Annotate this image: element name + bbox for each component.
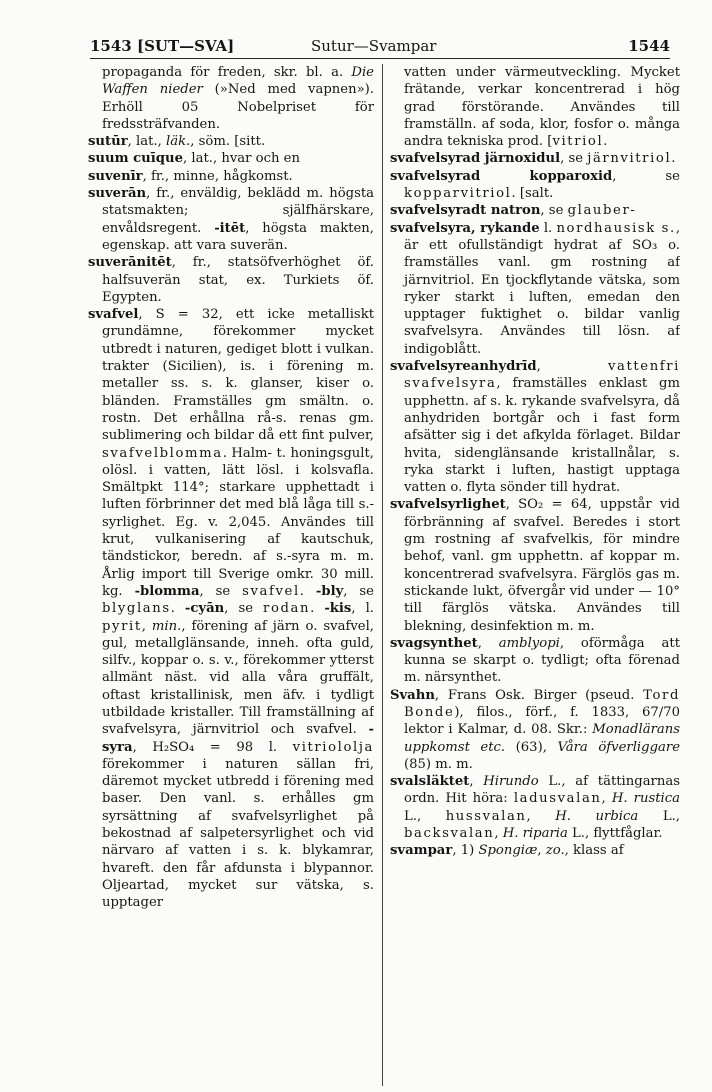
entry-text: , oförmåga att kunna se skarpt o. tydligt; ofta förenad m. närsynthet. (404, 635, 680, 686)
entry-text: , klass af (564, 843, 624, 859)
entry-text: järnvitriol (587, 151, 672, 167)
dictionary-entry (88, 306, 374, 911)
entry-text: pyrit (102, 618, 142, 634)
entry-text: , (494, 826, 503, 842)
headword: -cyān (184, 601, 225, 617)
dictionary-entry (102, 64, 374, 133)
entry-text: , se (199, 583, 243, 599)
entry-text: vatten under värmeutveckling. Mycket frätande, verkar koncentrerad i hög grad förstörande. Användes till framställn. af soda, klor, fosfor o. många andra tekniska prod. [ (404, 65, 680, 150)
headword: svafvelsyra, rykande (390, 220, 540, 236)
entry-text: , S = 32, ett icke metalliskt grundämne, förekommer mycket utbredt i naturen, gediget blott i vulkan. trakter (Sicilien), is. i förening m. metaller ss. s. k. glanser, kiser o. bländen. Framställes gm smältn. o. rostn. Det erhållna rå-s. renas gm. sublimering och bildar då ett fint pulver, (102, 307, 374, 444)
entry-text: H. urbica (555, 808, 639, 824)
entry-text: , se (224, 601, 264, 617)
entry-text: , (141, 618, 152, 634)
entry-text: L., af tättingarnas ordn. Hit höra: (404, 774, 680, 807)
entry-text: H. rustica (611, 791, 680, 807)
entry-text: , 1) (452, 843, 479, 859)
entry-text: H. riparia (502, 826, 568, 842)
headword: svafvelsyrad kopparoxid (390, 168, 613, 184)
headword: suverānitēt (88, 255, 172, 271)
entry-text: , är ett ofullständigt hydrat af SO₃ o. framställes vanl. gm rostning af järnvitriol. En tjockflytande vätska, som ryker starkt i luften, emedan den upptager fuktighet o. bildar vanlig svafvelsyra. Användes till lösn. af indigoblått. (404, 220, 680, 357)
headword: -itēt (214, 220, 246, 236)
entry-text: , SO₂ = 64, uppstår vid förbränning af svafvel. Beredes i stort gm rostning af svafvelkis, för mindre behof, vanl. gm upphettn. af koppar m. koncentrerad svafvelsyra. Färglös gas m. stickande lukt, öfvergår vid under — 10° till färglös vätska. Användes till blekning, desinfektion m. m. (404, 497, 680, 634)
entry-text: . (310, 601, 325, 617)
entry-text: svafvel (242, 583, 300, 599)
entry-text: glauber- (567, 203, 637, 219)
dictionary-entry (390, 842, 680, 859)
headword: svafvelsyradt natron (390, 203, 541, 219)
entry-text: , fr., minne, hågkomst. (142, 168, 293, 184)
entry-text: , framställes enklast gm upphettn. af s. k. rykande svafvelsyra, då anhydriden bortgår och i fast form afsätter sig i det afkylda förlaget. Bildar hvita, sidenglänsande kristallnålar, s. ryka starkt i luften, hastigt upptaga vatten o. flyta sönder till hydrat. (404, 376, 680, 496)
entry-text: . (170, 601, 185, 617)
headword: -kis (324, 601, 352, 617)
left-column (88, 64, 374, 1084)
entry-text: , lat., (127, 134, 166, 150)
entry-text: ), filos., förf., f. 1833, 67/70 lektor i Kalmar, d. 08. Skr.: (404, 704, 680, 738)
dictionary-entry (390, 496, 680, 634)
dictionary-entry (390, 773, 680, 842)
headword: svafvelsyrlighet (390, 497, 506, 513)
headword: -blomma (134, 583, 200, 599)
entry-text: vitriololja (292, 739, 374, 755)
entry-text: , se (540, 203, 568, 219)
entry-text: rodan (263, 601, 311, 617)
entry-text: , högsta makten, egenskap. att vara suverän. (102, 220, 374, 253)
entry-text: hussvalan (445, 808, 527, 824)
entry-text: , l. (351, 601, 374, 617)
entry-text: , (537, 843, 546, 859)
dictionary-entry (390, 635, 680, 687)
header-rule (90, 58, 670, 59)
entry-text: Tord Bonde (404, 687, 680, 720)
entry-text: , fr., enväldig, beklädd m. högsta statsmakten; själfhärskare, envåldsregent. (102, 186, 374, 236)
dictionary-entry (390, 202, 680, 219)
entry-text: , förening af järn o. svafvel, gul, metallglänsande, inneh. ofta guld, silfv., koppar o. s. v., förekommer ytterst allmänt näst. vid alla våra gruffält, oftast kristallinisk, men äfv. i tydligt utbildade kristaller. Till framställning af svafvelsyra, järnvitriol och svafvel. (102, 618, 374, 738)
dictionary-entry (88, 133, 374, 150)
entry-text: blyglans (102, 601, 171, 617)
entry-text: propaganda för freden, skr. bl. a. (102, 65, 352, 80)
right-column (390, 64, 680, 1084)
headword: svafvelsyrad järnoxidul (390, 151, 561, 167)
entry-text: ladusvalan (513, 791, 602, 807)
entry-text: , söm. [sitt. (190, 134, 266, 150)
dictionary-entry (88, 150, 374, 167)
headword: sutūr (88, 134, 128, 150)
running-header (90, 36, 670, 62)
entry-text: , (477, 635, 499, 651)
entry-text: . (603, 134, 608, 150)
entry-text: läk. (165, 134, 191, 150)
entry-text: (63), (505, 739, 558, 755)
left-page-number: 1543 [SUT—SVA] (90, 37, 235, 55)
entry-text: Monadlärans uppkomst etc. (404, 722, 680, 755)
entry-text: backsvalan (404, 826, 495, 842)
header-title: Sutur—Svampar (311, 37, 437, 55)
column-divider (382, 64, 383, 1086)
headword: svafvel (88, 307, 139, 323)
dictionary-entry (88, 185, 374, 254)
headword: suvenīr (88, 168, 143, 184)
entry-text: L., (404, 808, 446, 824)
entry-text: svafvelblomma (102, 445, 223, 461)
entry-text: . (671, 151, 676, 167)
entry-text: , (526, 808, 556, 824)
dictionary-entry (390, 168, 680, 203)
entry-text: vattenfri svafvelsyra (404, 359, 680, 392)
headword: -bly (315, 583, 344, 599)
dictionary-entry (390, 220, 680, 358)
entry-text: , Frans Osk. Birger (pseud. (434, 687, 644, 703)
headword: svampar (390, 843, 453, 859)
entry-text: , (601, 791, 612, 807)
headword: svafvelsyreanhydrīd (390, 359, 537, 375)
dictionary-entry (88, 168, 374, 185)
dictionary-entry (390, 150, 680, 167)
dictionary-entry (88, 254, 374, 306)
entry-text: . Halm- t. honingsgult, olösl. i vatten, lätt lösl. i kolsvafla. Smältpkt 114°; starkare upphettadt i luften förbrinner det med blå låga till s.-syrlighet. Eg. v. 2,045. Användes till krut, vulkanisering af kautschuk, tändstickor, beredn. af s.-syra m. m. Årlig import till Sverige omkr. 30 mill. kg. (102, 445, 374, 599)
entry-text: , lat., hvar och en (182, 151, 300, 167)
entry-text: Våra öfverliggare (557, 739, 680, 755)
entry-text: förekommer i naturen sällan fri, däremot mycket utbredd i förening med baser. Den vanl. s. erhålles gm syrsättning af svafvelsyrlighet på bekostnad af salpetersyrlighet och vid närvaro af vatten i s. k. blykamrar, hvareft. den får afdunsta i blypannor. Oljeartad, mycket sur vätska, s. upptager (102, 756, 374, 911)
entry-text: L., (638, 808, 680, 824)
entry-text: , (536, 359, 608, 375)
entry-text: , se (343, 583, 374, 599)
entry-text: Hirundo (483, 774, 539, 790)
headword: Svahn (390, 687, 435, 703)
dictionary-entry (390, 687, 680, 773)
entry-text: Die Waffen nieder (102, 65, 374, 98)
entry-text: (85) m. m. (404, 756, 473, 772)
headword: svalsläktet (390, 774, 470, 790)
entry-text: zo. (545, 843, 565, 859)
entry-text: nordhausisk s. (556, 220, 676, 236)
entry-text: , H₂SO₄ = 98 l. (132, 739, 293, 755)
entry-text: Spongiæ (478, 843, 538, 859)
headword: suum cuīque (88, 151, 183, 167)
entry-text: amblyopi (498, 635, 560, 651)
entry-text: vitriol (552, 134, 604, 150)
dictionary-entry (390, 358, 680, 496)
entry-text: kopparvitriol (404, 186, 512, 202)
entry-text: L., flyttfåglar. (567, 826, 663, 842)
entry-text: , (469, 774, 484, 790)
entry-text: min. (151, 618, 182, 634)
entry-text: , fr., statsöfverhöghet öf. halfsuverän stat, ex. Turkiets öf. Egypten. (102, 255, 374, 305)
right-page-number: 1544 (628, 37, 670, 55)
entry-text: , se (560, 151, 588, 167)
entry-text: (»Ned med vapnen»). Erhöll 05 Nobelpriset för fredssträfvanden. (102, 82, 374, 132)
dictionary-entry (404, 64, 680, 150)
entry-text: l. (539, 220, 557, 236)
entry-text: . [salt. (511, 186, 554, 202)
entry-text: , se (612, 168, 680, 184)
headword: suverān (88, 186, 147, 202)
headword: svagsynthet (390, 635, 478, 651)
headword: -syra (102, 722, 374, 755)
entry-text: . (299, 583, 316, 599)
